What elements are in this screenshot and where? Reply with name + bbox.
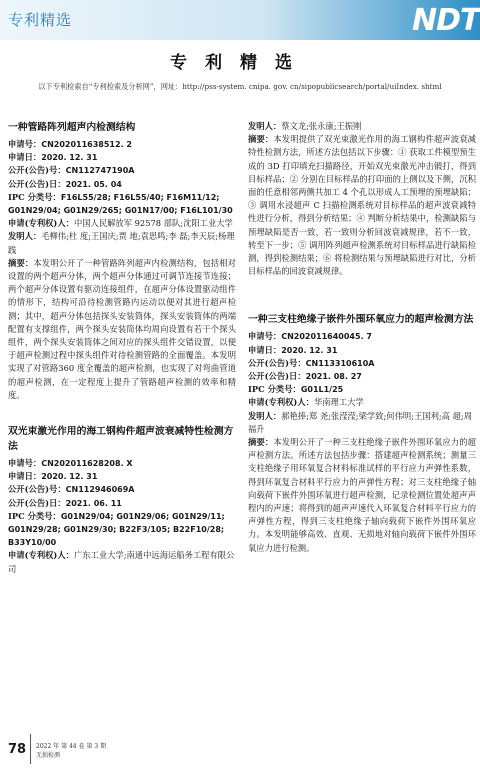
ipc-classification: IPC 分类号：G01N29/04; G01N29/06; G01N29/11; G01N29/28; G01N29/30; B22F3/105; B22F10/28; B33Y10/00 bbox=[8, 510, 225, 548]
section-label: 专利精选 bbox=[8, 11, 73, 29]
publication-number: 公开(公告)号：CN112747190A bbox=[8, 165, 135, 176]
journal-info bbox=[36, 742, 106, 760]
application-number: 申请号：CN202011638512. 2 bbox=[8, 139, 132, 149]
ipc-classification: IPC 分类号：G01L1/25 bbox=[248, 384, 344, 395]
patent-title: 一种三支柱绝缘子嵌件外围环氧应力的超声检测方法 bbox=[248, 314, 474, 326]
abstract: 摘要：本发明提供了双光束激光作用的海工钢构件超声波衰减特性检测方法，所述方法包括以下步骤：① 获取工件模型预生成的 3D 打印填充扫描路径，开始双光束激光冲击锻打，得到目标样品；② 分别在目标样品的打印面的上侧以及下侧，沉积面的任意相邻两侧共加工 4 个孔以形成人工预埋的预埋缺陷；③ 调用水浸超声 C 扫描检测系统对目标样品的超声波衰减特性进行分析，得到分析结果；④ 判断分析结果中，检测缺陷与预埋缺陷是否一致，若一致则分析回波衰减规律，若不一致，转至下一步；⑤ 调用阵列超声检测系统对目标样品进行缺陷检测，得到检测结果；⑥ 将检测结果与预埋缺陷进行对比，分析目标样品的回波衰减规律。 bbox=[248, 134, 476, 277]
publication-date: 公开(公告)日：2021. 05. 04 bbox=[8, 178, 122, 189]
ipc-classification: IPC 分类号：F16L55/28; F16L55/40; F16M11/12; G01N29/04; G01N29/265; G01N17/00; F16L101/30 bbox=[8, 191, 233, 216]
publication-number: 公开(公告)号：CN112946069A bbox=[8, 484, 135, 495]
publication-number: 公开(公告)号：CN113310610A bbox=[248, 357, 375, 368]
patent-title: 双光束激光作用的海工钢构件超声波衰减特性检测方法 bbox=[8, 426, 234, 453]
patent-entry bbox=[8, 424, 236, 576]
abstract: 摘要：本发明公开了一种三支柱绝缘子嵌件外围环氧应力的超声检测方法。所述方法包括步骤：搭建超声检测系统；测量三支柱绝缘子用环氧复合材料标准试样的平行应力声弹性系数，得到环氧复合材料平行应力的声弹性方程；对三支柱绝缘子轴向载荷下嵌件外围环氧进行超声检测，记录检测位置处超声声程内的声速；将得到的超声声速代入环氧复合材料平行应力的声弹性方程，得到三支柱绝缘子轴向载荷下嵌件外围环氧应力。本发明能够高效、直观、无损地对轴向载荷下嵌件外围环氧应力进行检测。 bbox=[248, 437, 476, 553]
footer-divider bbox=[30, 734, 31, 764]
application-number: 申请号：CN202011628208. X bbox=[8, 458, 133, 469]
publication-date: 公开(公告)日：2021. 06. 11 bbox=[8, 497, 122, 508]
page-title: 专利精选 bbox=[170, 53, 310, 73]
publication-date: 公开(公告)日：2021. 08. 27 bbox=[248, 371, 362, 382]
journal-issue: 2022 年 第 44 卷 第 3 期 bbox=[36, 743, 107, 750]
application-number: 申请号：CN202011640045. 7 bbox=[248, 331, 372, 342]
page-number: 78 bbox=[8, 742, 27, 757]
patent-title: 一种管路阵列超声内检测结构 bbox=[8, 122, 136, 133]
patent-entry bbox=[8, 120, 236, 402]
source-note: 以下专利检索自“专利检索及分析网”，网址：http://pss-system. cnipa. gov. cn/sipopublicsearch/portal/uiIndex. shtml bbox=[38, 82, 442, 91]
patent-entry bbox=[248, 312, 476, 554]
inventors: 发明人：蔡文龙;张永康;王振刚 bbox=[248, 121, 362, 131]
applicant: 申请(专利权)人：广东工业大学;南通中远海运船务工程有限公司 bbox=[8, 550, 235, 574]
right-column bbox=[248, 120, 476, 577]
abstract: 摘要：本发明公开了一种管路阵列超声内检测结构，包括相对设置的两个超声分体，两个超声分体通过可调节连接节连接；两个超声分体设置有驱动连接组件，在超声分体设置驱动组件的情形下，结构可沿待检测管路内运动以便对其进行超声检测；其中，超声分体包括探头安装筒体，探头安装筒体的两端配置有支撑组件，两个探头安装筒体均周向设置有若干个探头组件，两个探头安装筒体之间对应的探头组件交错设置，以便于超声检测过程中探头组件对待检测管路的全面覆盖。本发明实现了对管路360 度全覆盖的超声检测，也实现了对弯曲管道的超声检测，在一定程度上提升了管路超声检测的效率和精度。 bbox=[8, 257, 236, 400]
header-bar bbox=[0, 0, 480, 40]
application-date: 申请日：2020. 12. 31 bbox=[248, 344, 338, 355]
patent-entry-continued bbox=[248, 120, 476, 278]
application-date: 申请日：2020. 12. 31 bbox=[8, 152, 98, 163]
journal-name: 无损检测 bbox=[36, 752, 61, 759]
applicant: 申请(专利权)人：中国人民解放军 92578 部队;沈阳工业大学 bbox=[8, 218, 233, 229]
inventors: 发明人：毛柳伟;杜 度;王国庆;贾 地;袁思鸣;李 磊;李天辰;杨理践 bbox=[8, 231, 235, 255]
left-column bbox=[8, 120, 236, 598]
applicant: 申请(专利权)人：华南理工大学 bbox=[248, 397, 364, 408]
inventors: 发明人：郝艳捧;郑 尧;张滢滢;梁学致;何伟明;王国利;高 超;周福升 bbox=[248, 410, 472, 434]
application-date: 申请日：2020. 12. 31 bbox=[8, 471, 98, 482]
ndt-logo: NDT bbox=[412, 3, 480, 38]
